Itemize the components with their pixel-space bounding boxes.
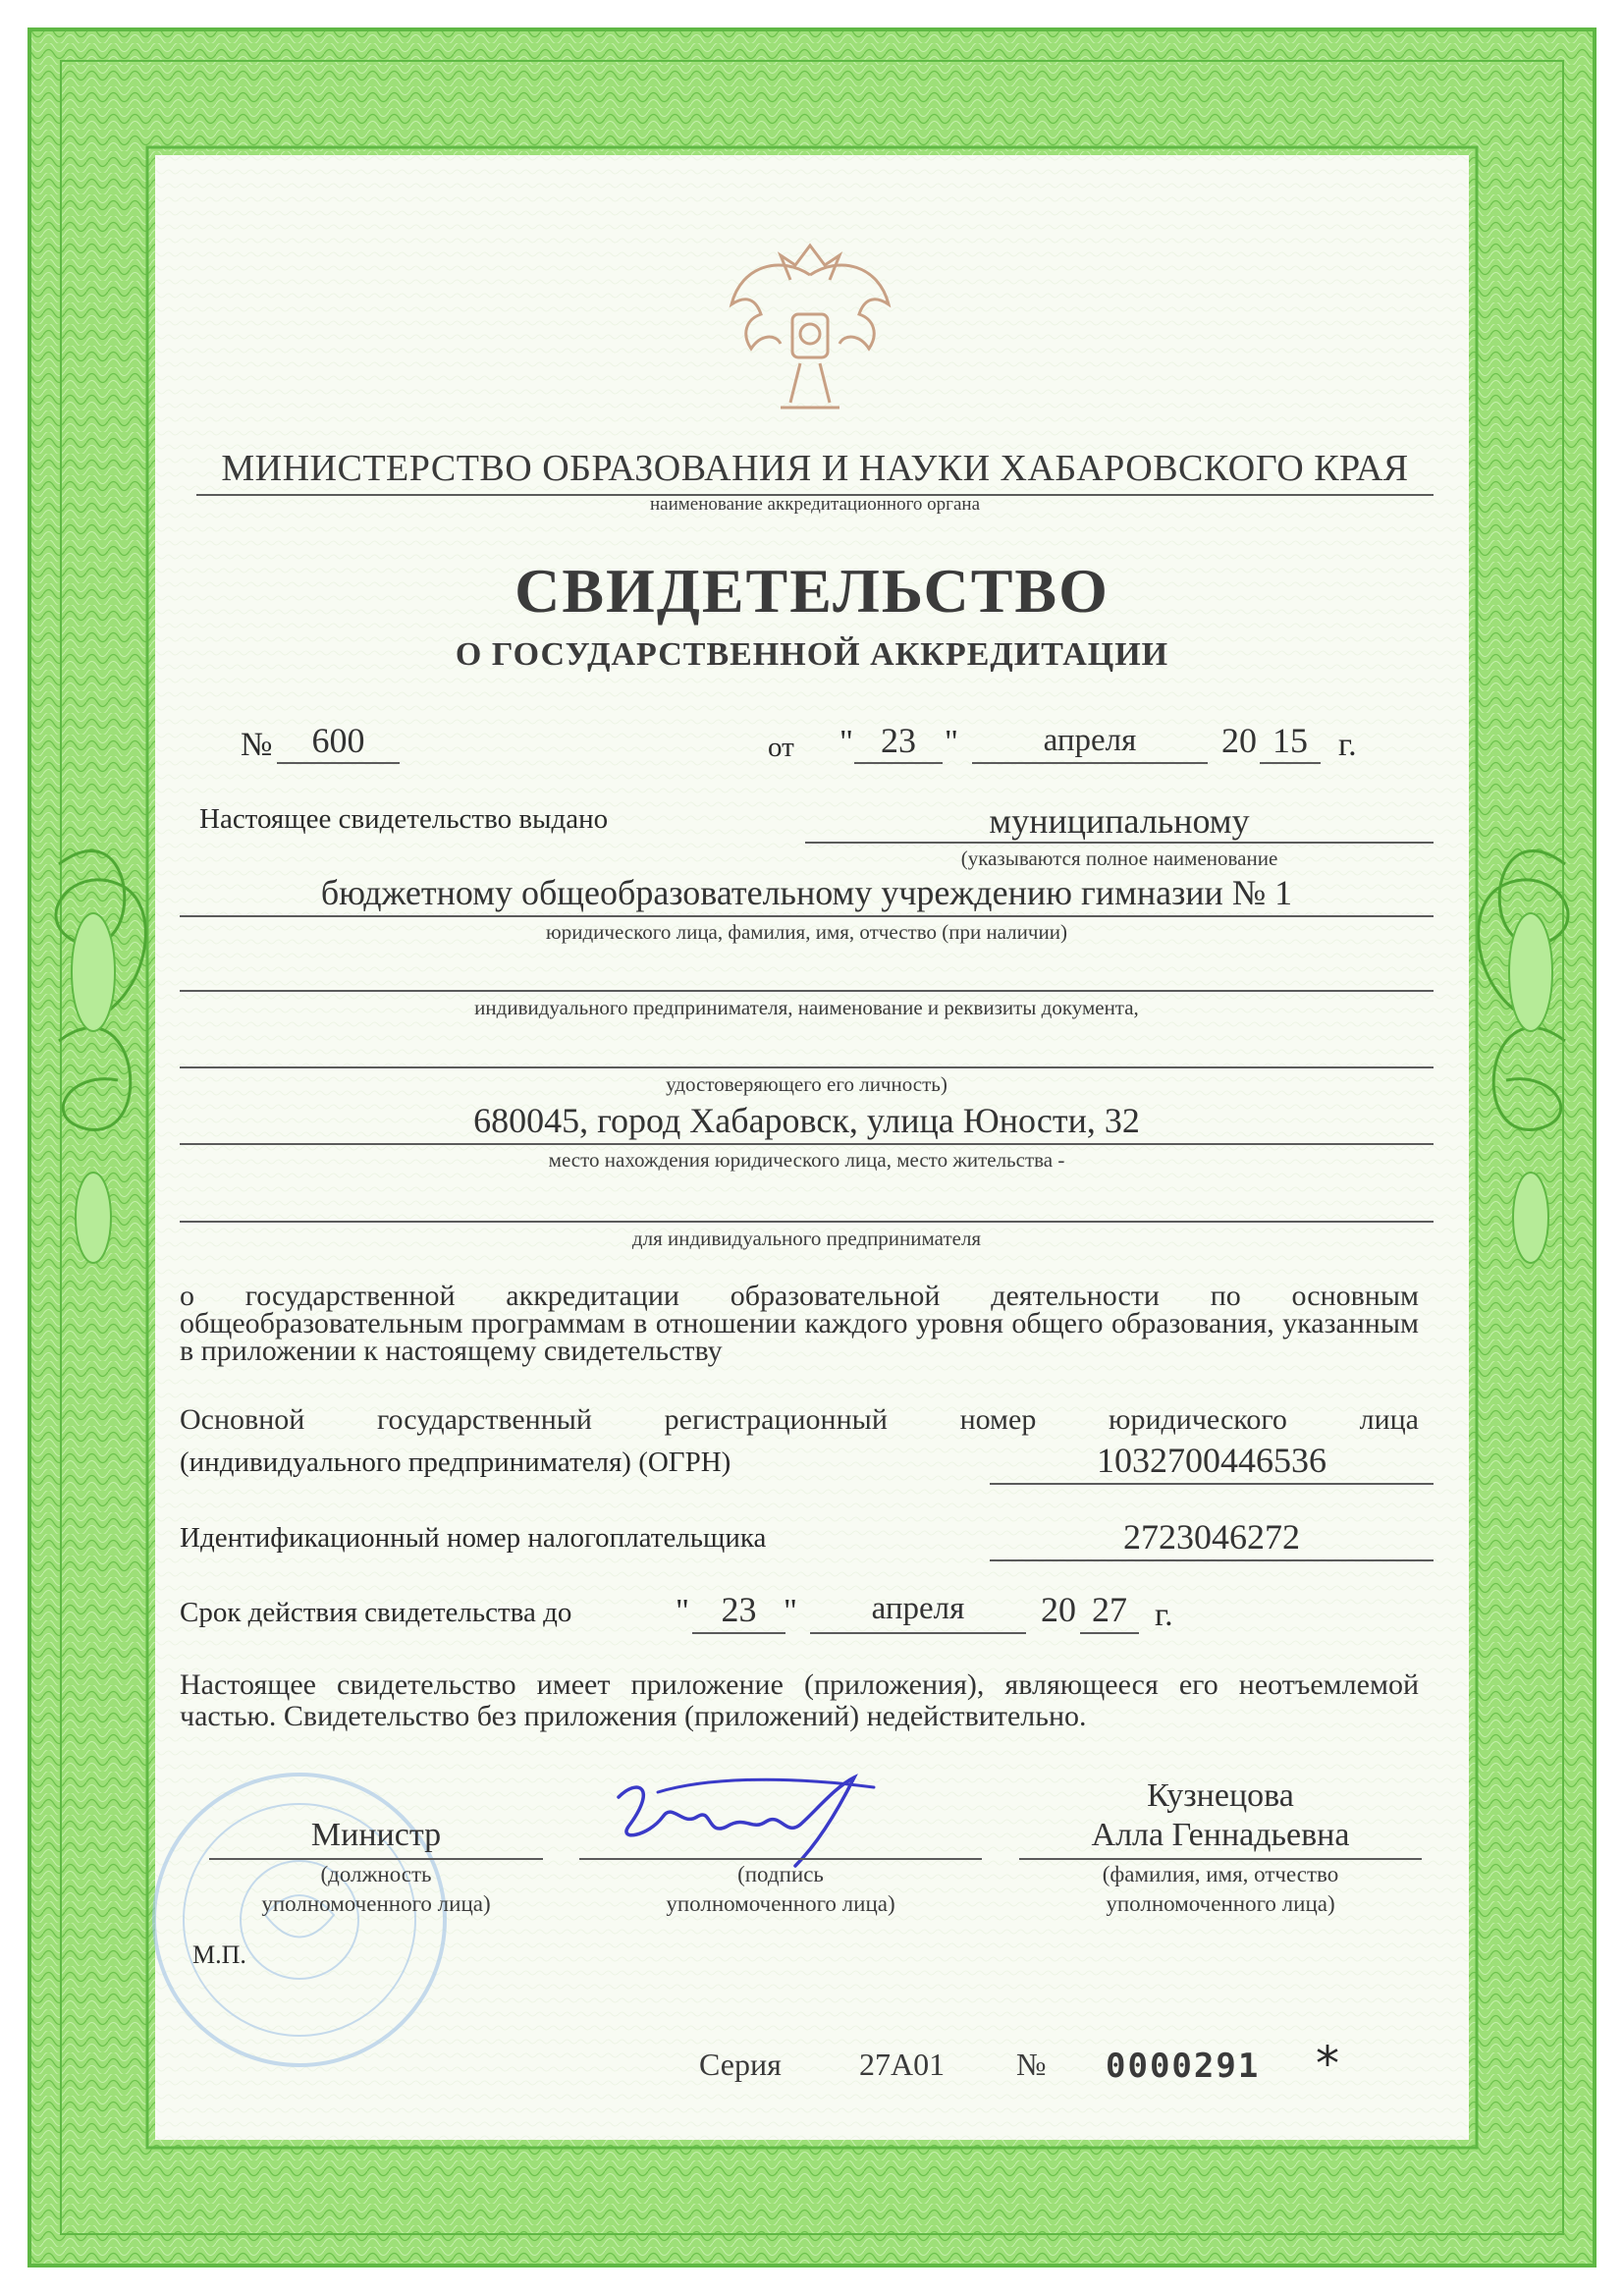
signature-caption-line1: (подпись <box>737 1862 824 1886</box>
ministry-name: МИНИСТЕРСТВО ОБРАЗОВАНИЯ И НАУКИ ХАБАРОВСКОГО КРАЯ <box>221 448 1409 489</box>
seal-place-label: М.П. <box>192 1940 246 1969</box>
date-quote-close: " <box>945 724 958 760</box>
validity-year-suffix: 27 <box>1092 1590 1127 1629</box>
position-underline <box>209 1858 543 1860</box>
issue-year-underline <box>1260 762 1321 764</box>
validity-year-unit: г. <box>1155 1597 1173 1633</box>
date-from-label: от <box>768 732 794 763</box>
caption-legal-entity: юридического лица, фамилия, имя, отчество (при наличии) <box>546 920 1067 944</box>
issued-to-line1: муниципальному <box>989 801 1250 841</box>
issue-month-underline <box>972 762 1208 764</box>
validity-label: Срок действия свидетельства до <box>180 1597 572 1628</box>
signer-underline <box>1019 1858 1422 1860</box>
issue-day: 23 <box>881 721 916 760</box>
issued-line1-underline <box>805 842 1434 844</box>
validity-month: апреля <box>871 1591 965 1626</box>
official-seal <box>147 1768 452 2072</box>
blank-number-label: № <box>1016 2047 1047 2082</box>
position-caption-line1: (должность <box>320 1862 432 1886</box>
caption-location: место нахождения юридического лица, место жительства - <box>548 1148 1065 1172</box>
validity-year-underline <box>1080 1632 1139 1634</box>
name-caption-line1: (фамилия, имя, отчество <box>1102 1862 1339 1886</box>
issued-to-line2: бюджетному общеобразовательному учреждению гимназии № 1 <box>320 873 1293 912</box>
series-label: Серия <box>699 2047 782 2082</box>
issue-month: апреля <box>1043 723 1137 758</box>
signer-surname: Кузнецова <box>1147 1777 1294 1814</box>
signature-underline <box>579 1858 982 1860</box>
blank-number: 0000291 <box>1106 2047 1261 2086</box>
inn-underline <box>990 1559 1434 1561</box>
ogrn-label-line2: (индивидуального предпринимателя) (ОГРН) <box>180 1447 731 1478</box>
address: 680045, город Хабаровск, улица Юности, 32 <box>473 1101 1140 1140</box>
number-label: № <box>241 727 273 763</box>
inn-value: 2723046272 <box>1123 1517 1300 1557</box>
validity-year-prefix: 20 <box>1041 1590 1076 1629</box>
certificate-subtitle: О ГОСУДАРСТВЕННОЙ АККРЕДИТАЦИИ <box>455 636 1169 673</box>
validity-month-underline <box>810 1632 1026 1634</box>
coat-of-arms-emblem <box>722 236 898 417</box>
series-value: 27А01 <box>859 2047 946 2082</box>
accreditation-text: о государственной аккредитации образовательной деятельности по основным общеобразовательным программам в отношении каждого уровня общего образования, указанным в приложении к настоящему свидетельству <box>180 1280 1419 1367</box>
position-value: Министр <box>310 1817 442 1853</box>
asterisk-mark: * <box>1316 2037 1339 2092</box>
validity-quote-close: " <box>784 1593 797 1629</box>
ogrn-label-line1: Основной государственный регистрационный номер юридического лица <box>180 1403 1419 1436</box>
address-underline <box>180 1143 1434 1145</box>
issued-to-label: Настоящее свидетельство выдано <box>199 803 609 835</box>
position-caption-line2: уполномоченного лица) <box>261 1891 491 1916</box>
caption-identity: удостоверяющего его личность) <box>666 1072 947 1096</box>
name-caption-line2: уполномоченного лица) <box>1106 1891 1335 1916</box>
validity-day: 23 <box>721 1590 757 1629</box>
ministry-caption: наименование аккредитационного органа <box>649 494 981 515</box>
appendix-text: Настоящее свидетельство имеет приложение (приложения), являющееся его неотъемлемой частью. Свидетельство без приложения (приложений) недействительно. <box>180 1668 1419 1732</box>
caption-entrepreneur: индивидуального предпринимателя, наименование и реквизиты документа, <box>474 996 1139 1019</box>
issue-year-prefix: 20 <box>1221 721 1257 760</box>
issue-year-unit: г. <box>1338 727 1357 763</box>
ogrn-underline <box>990 1483 1434 1485</box>
ogrn-value: 1032700446536 <box>1097 1441 1326 1480</box>
date-quote-open: " <box>839 724 853 760</box>
caption-entrepreneur-location: для индивидуального предпринимателя <box>631 1227 982 1250</box>
signature-caption-line2: уполномоченного лица) <box>666 1891 895 1916</box>
certificate-number: 600 <box>311 721 365 760</box>
issued-line3-underline <box>180 990 1434 992</box>
issued-line4-underline <box>180 1066 1434 1068</box>
validity-quote-open: " <box>676 1593 689 1629</box>
validity-day-underline <box>692 1632 785 1634</box>
issued-line2-underline <box>180 915 1434 917</box>
caption-full-name: (указываются полное наименование <box>960 847 1278 870</box>
issue-day-underline <box>854 762 943 764</box>
certificate-title: СВИДЕТЕЛЬСТВО <box>514 556 1110 626</box>
number-underline <box>277 762 400 764</box>
signer-given-names: Алла Геннадьевна <box>1091 1817 1350 1853</box>
issue-year-suffix: 15 <box>1272 721 1308 760</box>
issued-line6-underline <box>180 1221 1434 1223</box>
inn-label: Идентификационный номер налогоплательщика <box>180 1522 767 1554</box>
